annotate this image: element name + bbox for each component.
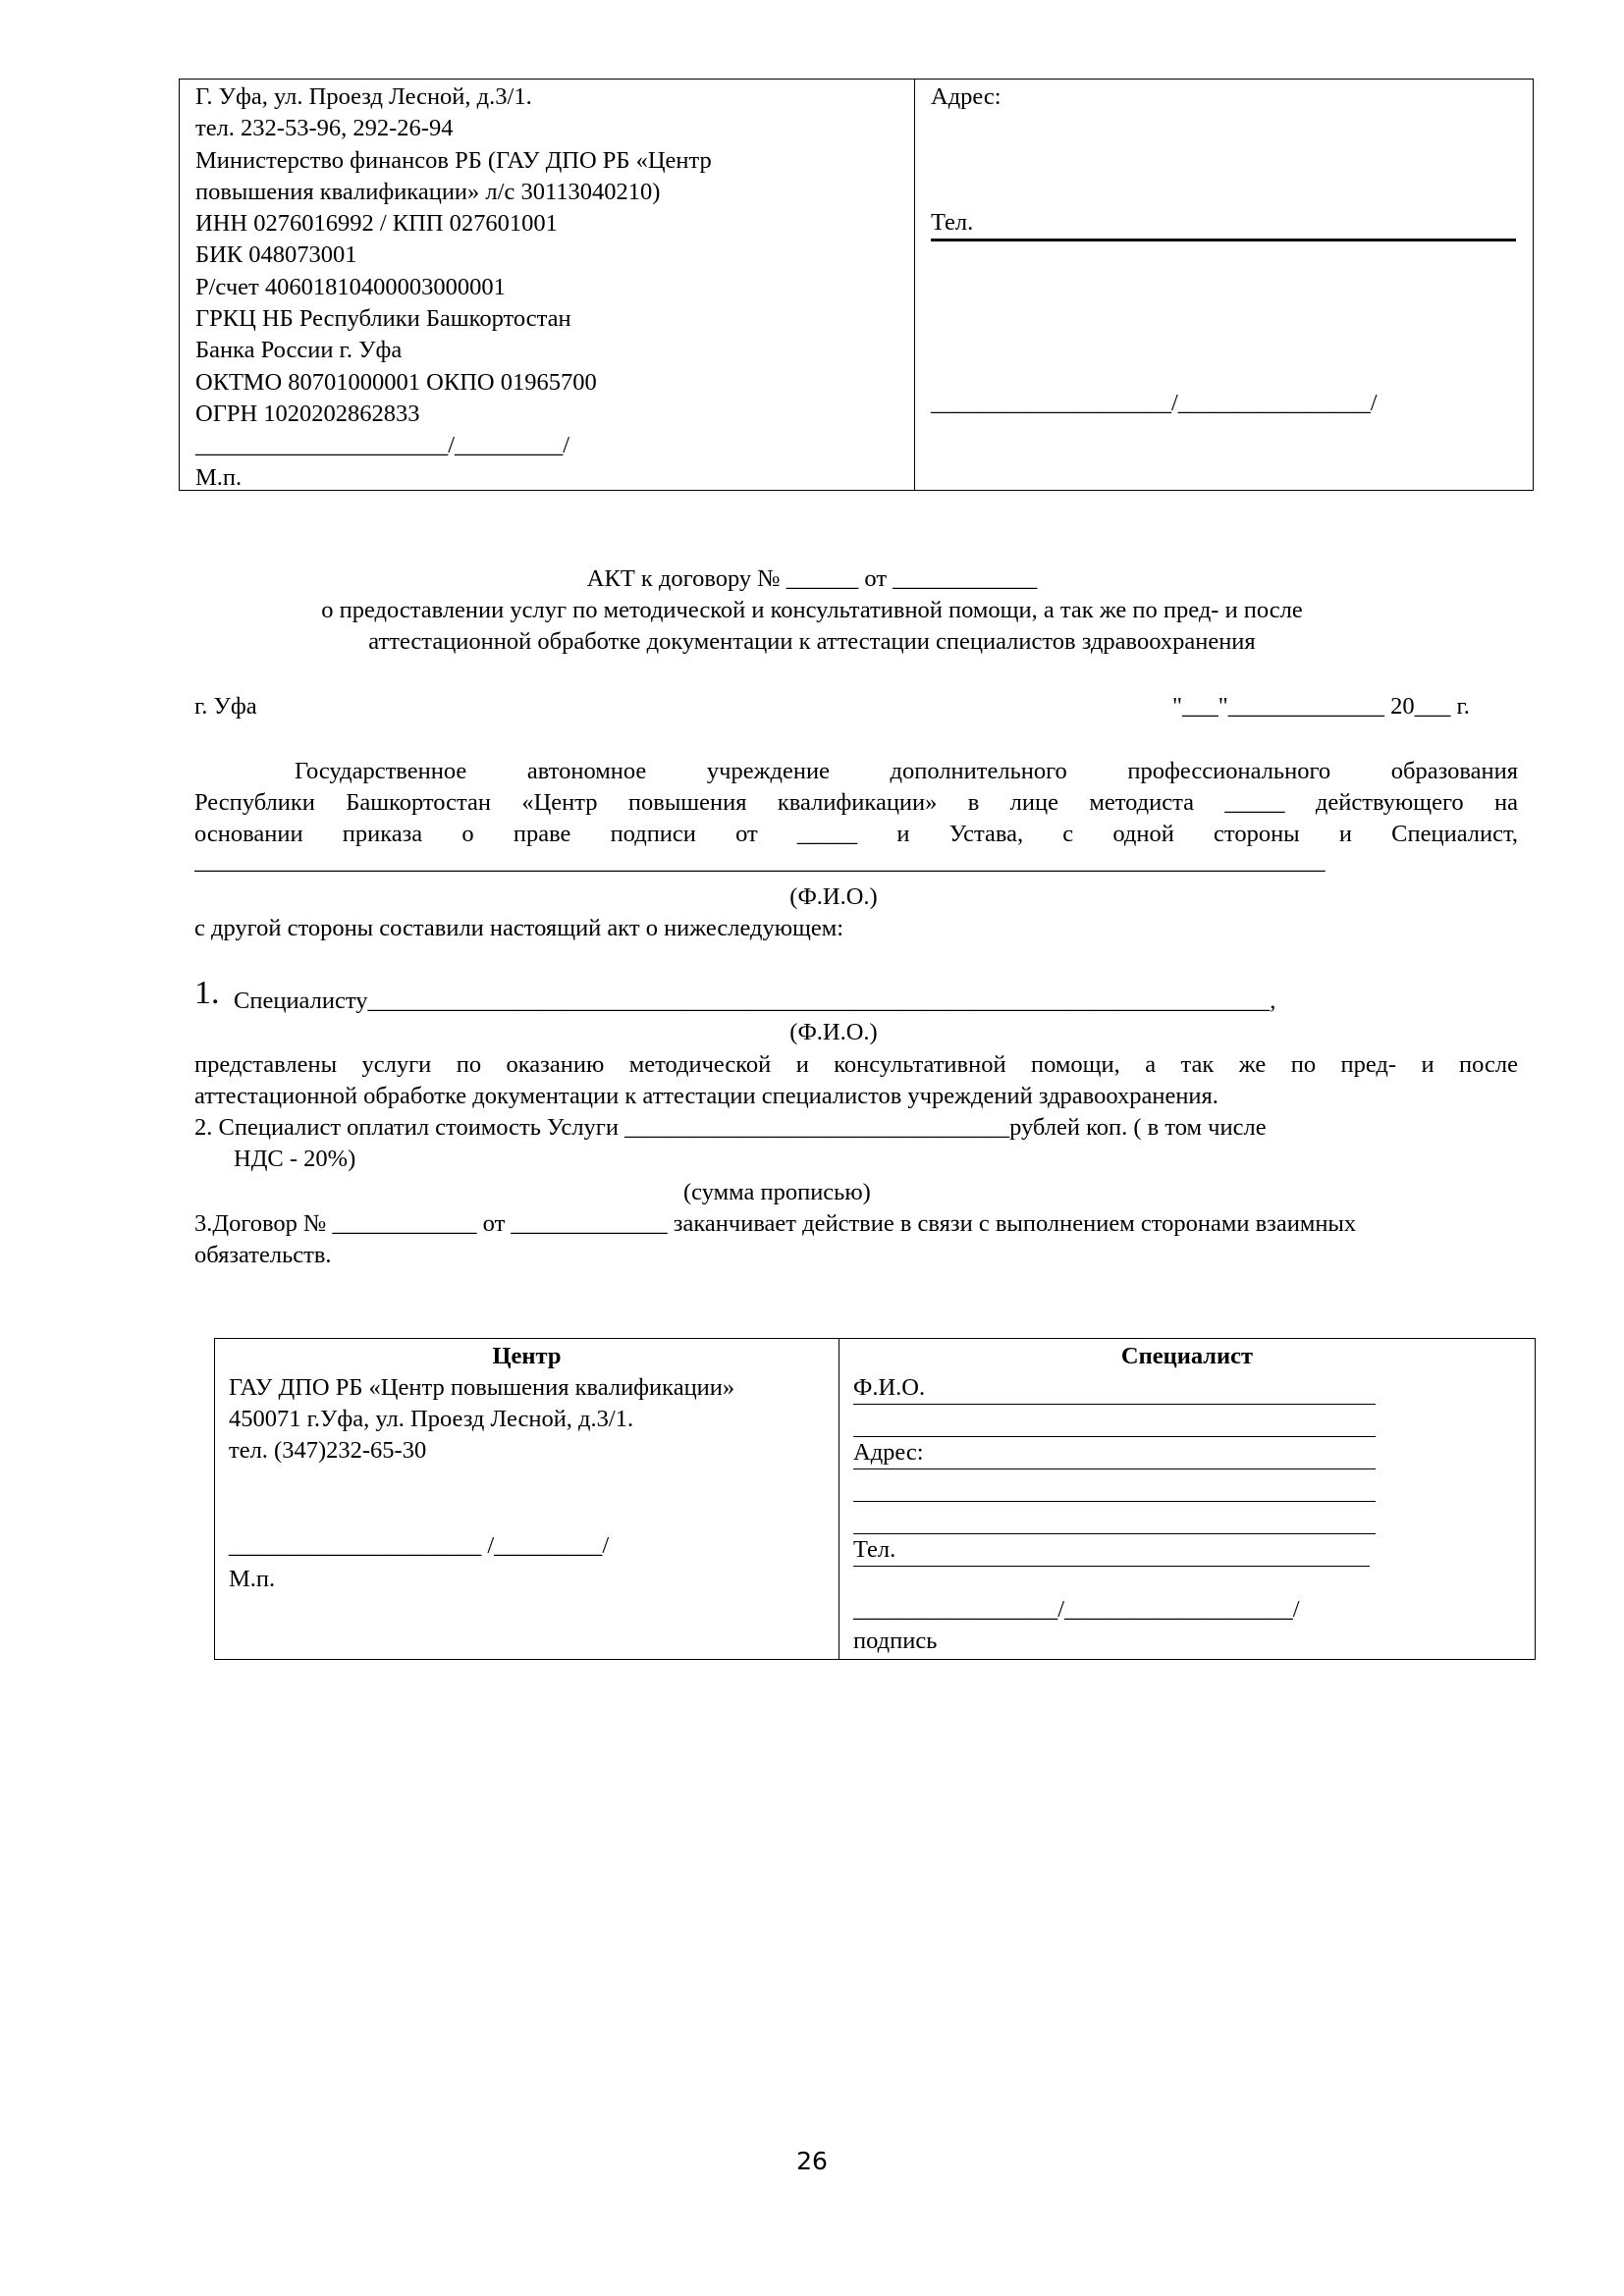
requisites-line: БИК 048073001: [195, 241, 357, 269]
fio-caption: (Ф.И.О.): [789, 883, 878, 910]
item-text: представлены услуги по оказанию методической и консультативной помощи, а так же по пред- и после: [194, 1051, 1518, 1078]
signature-line: ____________________/________________/: [931, 390, 1378, 416]
item-text: НДС - 20%): [234, 1146, 356, 1172]
signature-caption: подпись: [853, 1628, 938, 1654]
center-header: Центр: [492, 1343, 562, 1369]
address-field: [853, 1437, 1376, 1469]
item-text: обязательств.: [194, 1242, 332, 1268]
requisites-line: тел. 232-53-96, 292-26-94: [195, 115, 454, 142]
specialist-header: Специалист: [1120, 1343, 1254, 1369]
parties-table: [214, 1338, 1536, 1660]
act-subtitle: аттестационной обработке документации к аттестации специалистов здравоохранения: [368, 628, 1256, 655]
item-number: 1.: [194, 975, 220, 1011]
date-field: "___"_____________ 20___ г.: [1172, 693, 1470, 720]
requisites-line: ИНН 0276016992 / КПП 027601001: [195, 210, 558, 238]
fio-field: [853, 1372, 1376, 1405]
tel-label: Тел.: [931, 207, 1516, 241]
act-subtitle: о предоставлении услуг по методической и консультативной помощи, а так же по пред- и после: [321, 597, 1303, 623]
item-text: 3.Договор № ____________ от _____________ заканчивает действие в связи с выполнением сторонами взаимных: [194, 1210, 1357, 1237]
blank-line: [853, 1469, 1376, 1502]
fio-blank-line: ______________________________________________________________________________________________: [194, 848, 1326, 875]
requisites-line: Банка России г. Уфа: [195, 337, 403, 364]
city-label: г. Уфа: [194, 693, 257, 720]
tel-field: [853, 1534, 1370, 1567]
page-number: 26: [796, 2147, 828, 2175]
signature-line: _________________/___________________/: [853, 1596, 1300, 1623]
requisites-line: ОКТМО 80701000001 ОКПО 01965700: [195, 368, 597, 396]
stamp-label: М.п.: [195, 463, 243, 491]
intro-text: Республики Башкортостан «Центр повышения квалификации» в лице методиста _____ действующего на: [194, 789, 1518, 816]
specialist-requisites: [915, 80, 1533, 490]
blank-line: [853, 1405, 1376, 1437]
tel-label: Тел.: [853, 1536, 896, 1563]
requisites-line: Р/счет 40601810400003000001: [195, 273, 506, 300]
requisites-line: ОГРН 1020202862833: [195, 400, 420, 427]
fio-caption: (Ф.И.О.): [789, 1019, 878, 1045]
signature-line: _____________________/_________/: [195, 432, 570, 459]
requisites-line: повышения квалификации» л/с 30113040210): [195, 178, 661, 205]
center-requisites: [180, 80, 915, 490]
center-line: ГАУ ДПО РБ «Центр повышения квалификации»: [229, 1374, 735, 1401]
item-text: 2. Специалист оплатил стоимость Услуги ________________________________рублей коп. ( в том числе: [194, 1114, 1267, 1141]
act-title: АКТ к договору № ______ от ____________: [586, 565, 1038, 592]
requisites-table: [179, 79, 1534, 491]
requisites-line: Г. Уфа, ул. Проезд Лесной, д.3/1.: [195, 83, 532, 110]
address-label: Адрес:: [931, 83, 1001, 110]
center-line: 450071 г.Уфа, ул. Проезд Лесной, д.3/1.: [229, 1406, 634, 1432]
intro-text: с другой стороны составили настоящий акт о нижеследующем:: [194, 915, 844, 941]
address-label: Адрес:: [853, 1439, 924, 1466]
item-text: Специалисту___________________________________________________________________________,: [234, 988, 1276, 1014]
stamp-label: М.п.: [229, 1566, 276, 1592]
requisites-line: ГРКЦ НБ Республики Башкортостан: [195, 305, 571, 333]
center-party: [215, 1339, 839, 1659]
intro-text: Государственное автономное учреждение дополнительного профессионального образования: [295, 758, 1518, 784]
item-text: аттестационной обработке документации к аттестации специалистов учреждений здравоохранения.: [194, 1083, 1218, 1109]
signature-line: _____________________ /_________/: [229, 1532, 610, 1559]
sum-caption: (сумма прописью): [683, 1179, 871, 1205]
specialist-party: [839, 1339, 1535, 1659]
intro-text: основании приказа о праве подписи от _____ и Устава, с одной стороны и Специалист,: [194, 821, 1518, 847]
fio-label: Ф.И.О.: [853, 1374, 926, 1401]
center-line: тел. (347)232-65-30: [229, 1437, 427, 1464]
blank-line: [853, 1502, 1376, 1534]
requisites-line: Министерство финансов РБ (ГАУ ДПО РБ «Центр: [195, 146, 712, 174]
